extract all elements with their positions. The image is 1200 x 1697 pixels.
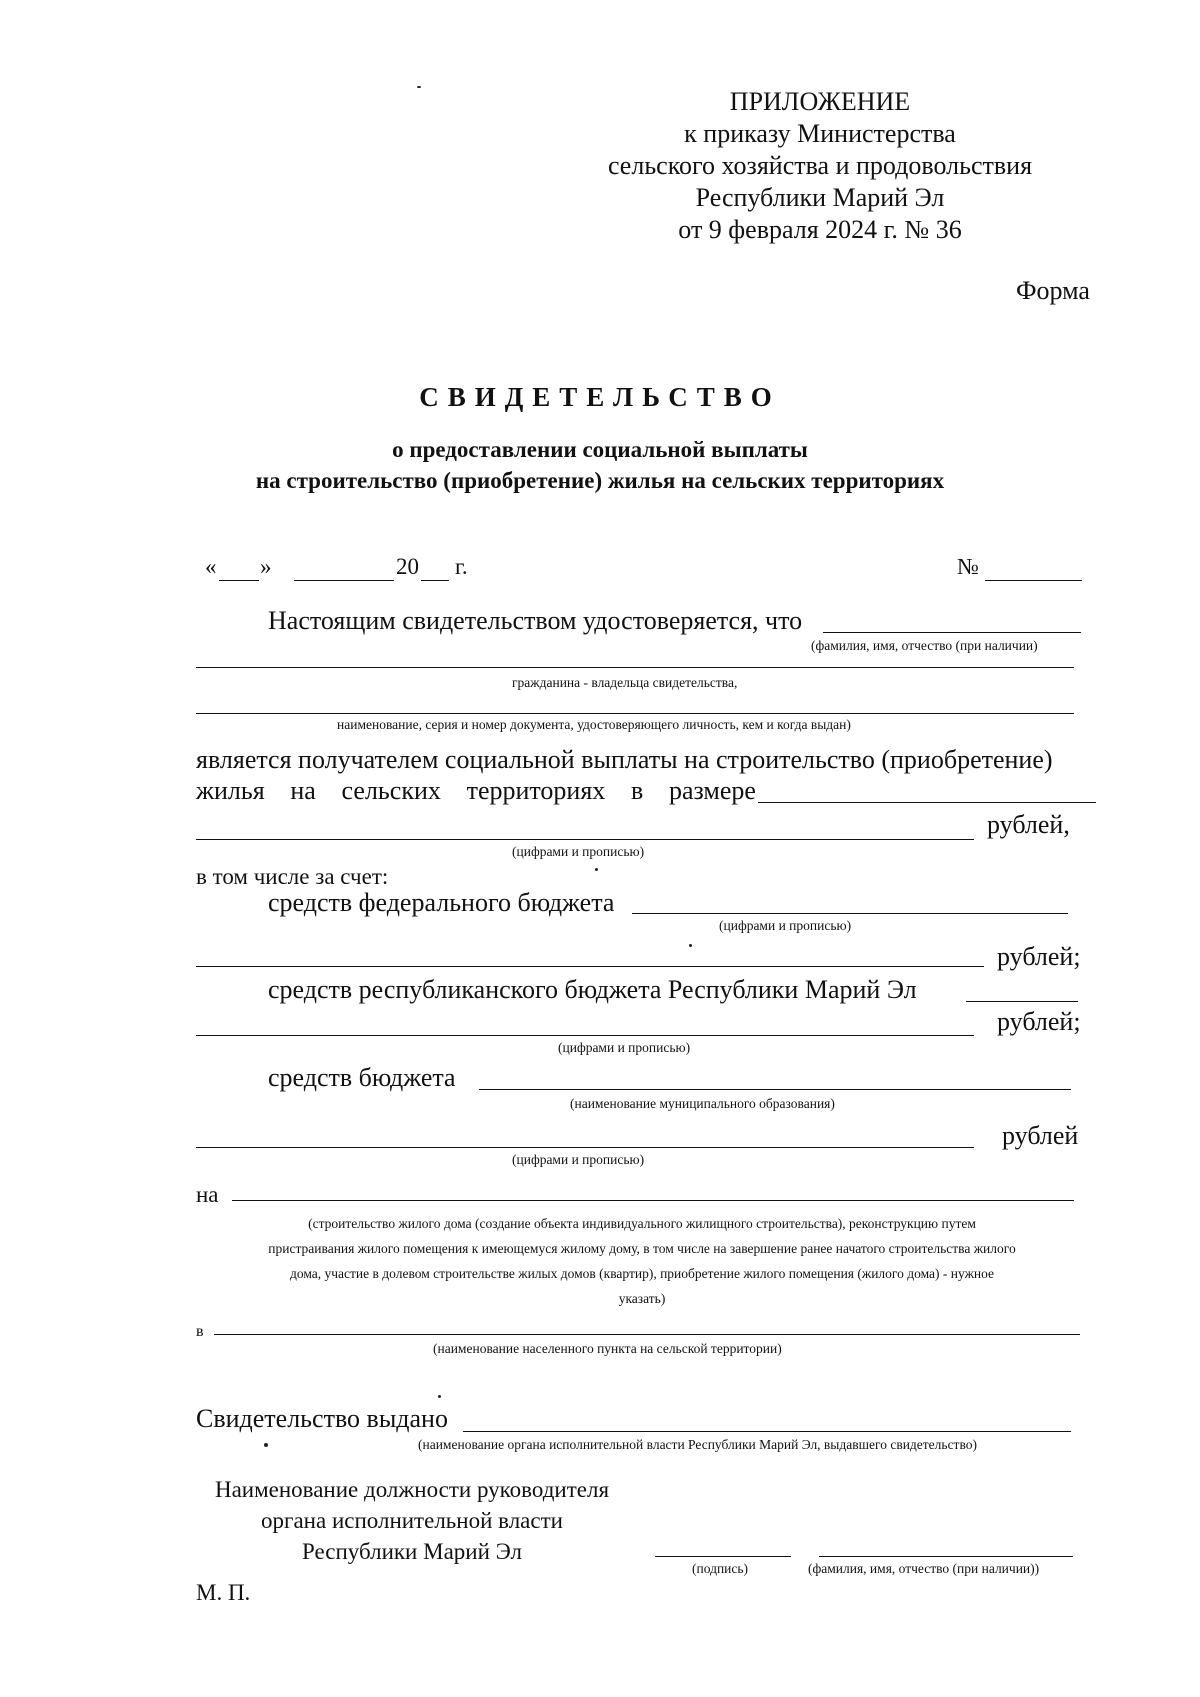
purpose-caption-line: дома, участие в долевом строительстве жилых домов (квартир), приобретение жилого помещения (жилого дома) - нужное (289, 1266, 995, 1281)
rubles-label-1: рублей, (987, 810, 1070, 839)
scan-speck (689, 944, 692, 947)
document-subtitle-2: на строительство (приобретение) жилья на сельских территориях (255, 468, 945, 493)
signature-field[interactable] (655, 1556, 791, 1557)
position-line-1: Наименование должности руководителя (214, 1477, 610, 1502)
appendix-line-3: Республики Марий Эл (695, 183, 945, 212)
citizen-caption: гражданина - владельца свидетельства, (512, 675, 738, 690)
position-line-3: Республики Марий Эл (301, 1539, 523, 1564)
scan-speck (595, 868, 598, 871)
purpose-caption (186, 1211, 1098, 1311)
document-caption: наименование, серия и номер документа, удостоверяющего личность, кем и когда выдан) (337, 717, 851, 732)
municipal-amount-field[interactable] (196, 1147, 974, 1148)
scan-speck (264, 1443, 268, 1447)
date-quote-close: » (260, 554, 272, 579)
recipient-word: в (631, 776, 644, 805)
fio-field[interactable] (823, 632, 1081, 633)
issued-label: Свидетельство выдано (196, 1404, 448, 1433)
date-quote-open: « (205, 554, 217, 579)
including-label: в том числе за счет: (196, 864, 389, 889)
amount-caption-2: (цифрами и прописью) (719, 918, 852, 933)
rubles-label-2: рублей; (997, 942, 1081, 971)
recipient-word: на (290, 776, 316, 805)
na-label: на (196, 1182, 219, 1207)
recipient-word: жилья (196, 776, 265, 805)
number-label: № (957, 554, 979, 579)
recipient-word: сельских (341, 776, 441, 805)
settlement-field[interactable] (214, 1334, 1080, 1335)
issuer-field[interactable] (463, 1431, 1071, 1432)
purpose-field[interactable] (232, 1200, 1074, 1201)
appendix-header (560, 86, 1080, 246)
signature-caption: (подпись) (692, 1561, 749, 1576)
republic-amount-field-2[interactable] (196, 1035, 974, 1036)
v-label: в (196, 1323, 204, 1340)
rubles-label-4: рублей (1002, 1121, 1079, 1150)
certificate-number-field[interactable] (985, 580, 1082, 581)
amount-caption-1: (цифрами и прописью) (512, 844, 645, 859)
document-title: СВИДЕТЕЛЬСТВО (419, 382, 781, 412)
municipal-budget-label: средств бюджета (268, 1063, 456, 1092)
recipient-line-1: является получателем социальной выплаты на строительство (приобретение) (196, 745, 1053, 774)
recipient-word: размере (668, 776, 756, 805)
year-prefix: 20 (396, 554, 419, 579)
republic-budget-label: средств республиканского бюджета Республики Марий Эл (268, 975, 917, 1004)
amount-caption-3: (цифрами и прописью) (558, 1040, 691, 1055)
federal-amount-field[interactable] (632, 913, 1068, 914)
citizen-field[interactable] (196, 667, 1074, 668)
payment-amount-field[interactable] (196, 839, 974, 840)
year-suffix: г. (455, 554, 468, 579)
stamp-placeholder: М. П. (196, 1580, 251, 1605)
signer-fio-caption: (фамилия, имя, отчество (при наличии)) (808, 1561, 1040, 1576)
republic-amount-field[interactable] (966, 1001, 1078, 1002)
fio-caption: (фамилия, имя, отчество (при наличии) (811, 638, 1038, 653)
appendix-line-1: к приказу Министерства (684, 119, 956, 148)
form-label: Форма (1016, 276, 1090, 305)
month-field[interactable] (294, 580, 394, 581)
issuer-caption: (наименование органа исполнительной власти Республики Марий Эл, выдавшего свидетельство) (418, 1437, 977, 1452)
amount-caption-4: (цифрами и прописью) (512, 1152, 645, 1167)
year-field[interactable] (421, 580, 449, 581)
scan-speck (438, 1395, 441, 1398)
settlement-caption: (наименование населенного пункта на сельской территории) (433, 1341, 782, 1356)
payment-size-field[interactable] (758, 802, 1096, 803)
purpose-caption-line: пристраивания жилого помещения к имеющемуся жилому дому, в том числе на завершение ранее начатого строительства жилого (268, 1241, 1016, 1256)
position-line-2: органа исполнительной власти (261, 1508, 563, 1533)
appendix-line-4: от 9 февраля 2024 г. № 36 (678, 215, 962, 244)
certify-text: Настоящим свидетельством удостоверяется, что (268, 606, 803, 635)
federal-amount-field-2[interactable] (196, 966, 984, 967)
signer-fio-field[interactable] (819, 1556, 1073, 1557)
purpose-caption-line: указать) (618, 1291, 666, 1306)
recipient-word: территориях (466, 776, 606, 805)
position-block (182, 1474, 642, 1567)
appendix-line-2: сельского хозяйства и продовольствия (607, 151, 1033, 180)
scan-speck (417, 86, 421, 88)
document-subtitle-1: о предоставлении социальной выплаты (392, 437, 808, 462)
document-field[interactable] (196, 713, 1074, 714)
municipality-caption: (наименование муниципального образования) (570, 1096, 835, 1111)
federal-budget-label: средств федерального бюджета (268, 888, 615, 917)
recipient-line-2 (196, 776, 756, 806)
day-field[interactable] (219, 580, 259, 581)
rubles-label-3: рублей; (997, 1007, 1081, 1036)
municipality-field[interactable] (479, 1089, 1071, 1090)
appendix-title: ПРИЛОЖЕНИЕ (729, 87, 911, 116)
purpose-caption-line: (строительство жилого дома (создание объекта индивидуального жилищного строительства), реконструкцию путем (308, 1216, 976, 1231)
